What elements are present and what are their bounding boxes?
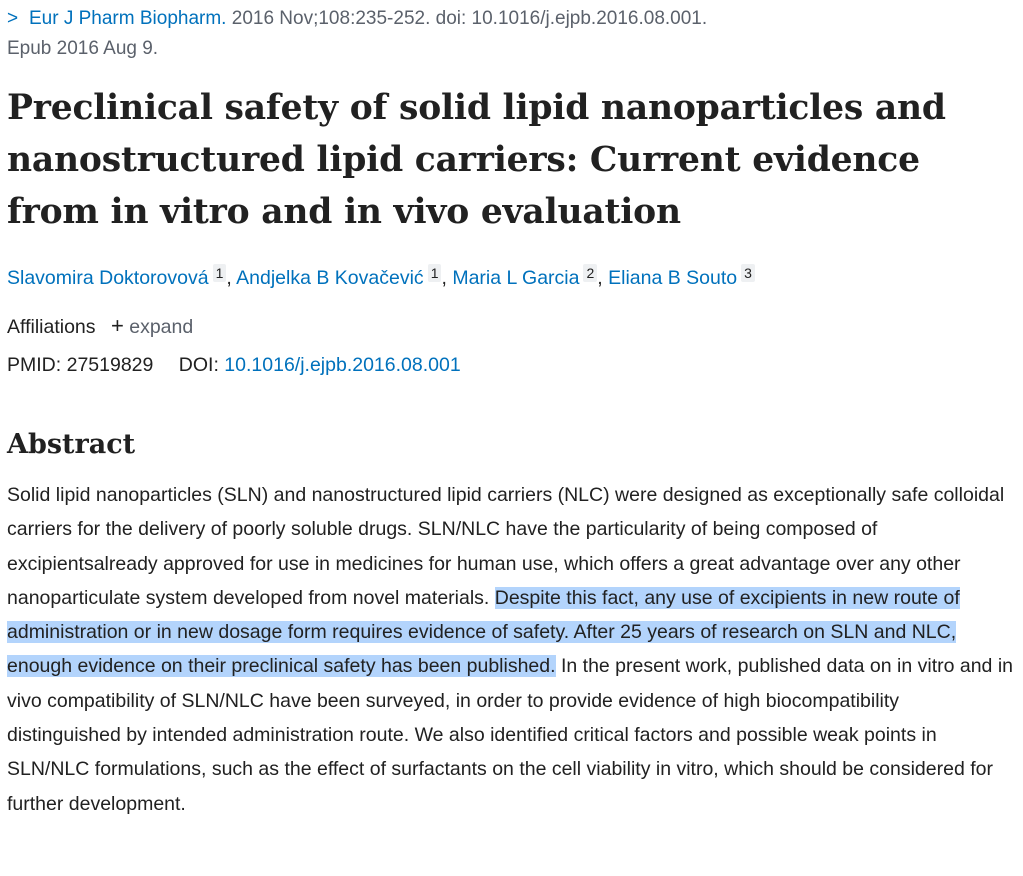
affiliation-marker[interactable]: 1 xyxy=(213,264,227,282)
doi-label: DOI: xyxy=(178,354,219,376)
pmid-value: 27519829 xyxy=(66,354,154,376)
abstract-text xyxy=(7,478,1017,821)
affiliations-label: Affiliations xyxy=(7,316,96,338)
abstract-text-after: In the present work, published data on in vitro and in vivo compatibility of SLN/NLC have been surveyed, in order to provide evidence of high biocompatibility distinguished by intended administration route. We also identified critical factors and possible weak points in SLN/NLC formulations, such as the effect of surfactants on the cell viability in vitro, which should be considered for further development. xyxy=(7,655,1013,815)
journal-citation xyxy=(7,4,1017,64)
abstract-text-before: Solid lipid nanoparticles (SLN) and nanostructured lipid carriers (NLC) were designed as exceptionally safe colloidal carriers for the delivery of poorly soluble drugs. SLN/NLC have the particularity of being composed of excipientsalready approved for use in medicines for human use, which offers a great advantage over any other nanoparticulate system developed from novel materials. xyxy=(7,484,1005,609)
epub-date: Epub 2016 Aug 9. xyxy=(7,38,159,59)
article-page xyxy=(7,0,1017,821)
author-link[interactable]: Andjelka B Kovačević xyxy=(236,267,424,289)
abstract-heading: Abstract xyxy=(7,429,136,460)
article-title: Preclinical safety of solid lipid nanoparticles and nanostructured lipid carriers: Current evidence from in vitro and in vivo evaluation xyxy=(7,88,946,232)
author-link[interactable]: Slavomira Doktorovová xyxy=(7,267,209,289)
affiliation-marker[interactable]: 1 xyxy=(428,264,442,282)
authors-list: Slavomira Doktorovová 1 , Andjelka B Kovačević 1 , Maria L Garcia 2 , Eliana B Souto 3 xyxy=(7,263,1017,293)
affiliations-toggle[interactable] xyxy=(7,311,1017,342)
affiliation-marker[interactable]: 2 xyxy=(583,264,597,282)
doi-link[interactable]: 10.1016/j.ejpb.2016.08.001 xyxy=(224,354,461,376)
journal-link[interactable]: Eur J Pharm Biopharm. xyxy=(29,8,227,29)
citation-details: 2016 Nov;108:235-252. doi: 10.1016/j.ejpb.2016.08.001. xyxy=(231,8,708,29)
author-link[interactable]: Maria L Garcia xyxy=(452,267,580,289)
article-identifiers xyxy=(7,350,1017,380)
expand-label[interactable]: expand xyxy=(129,316,194,338)
chevron-right-icon[interactable]: > xyxy=(7,8,19,29)
affiliation-marker[interactable]: 3 xyxy=(741,264,755,282)
abstract-text-selected: Despite this fact, any use of excipients in new route of administration or in new dosage form requires evidence of safety. After 25 years of research on SLN and NLC, enough evidence on their preclinical safety has been published. xyxy=(7,586,960,678)
pmid-label: PMID: xyxy=(7,354,62,376)
plus-icon[interactable]: + xyxy=(110,313,124,338)
author-link[interactable]: Eliana B Souto xyxy=(608,267,738,289)
